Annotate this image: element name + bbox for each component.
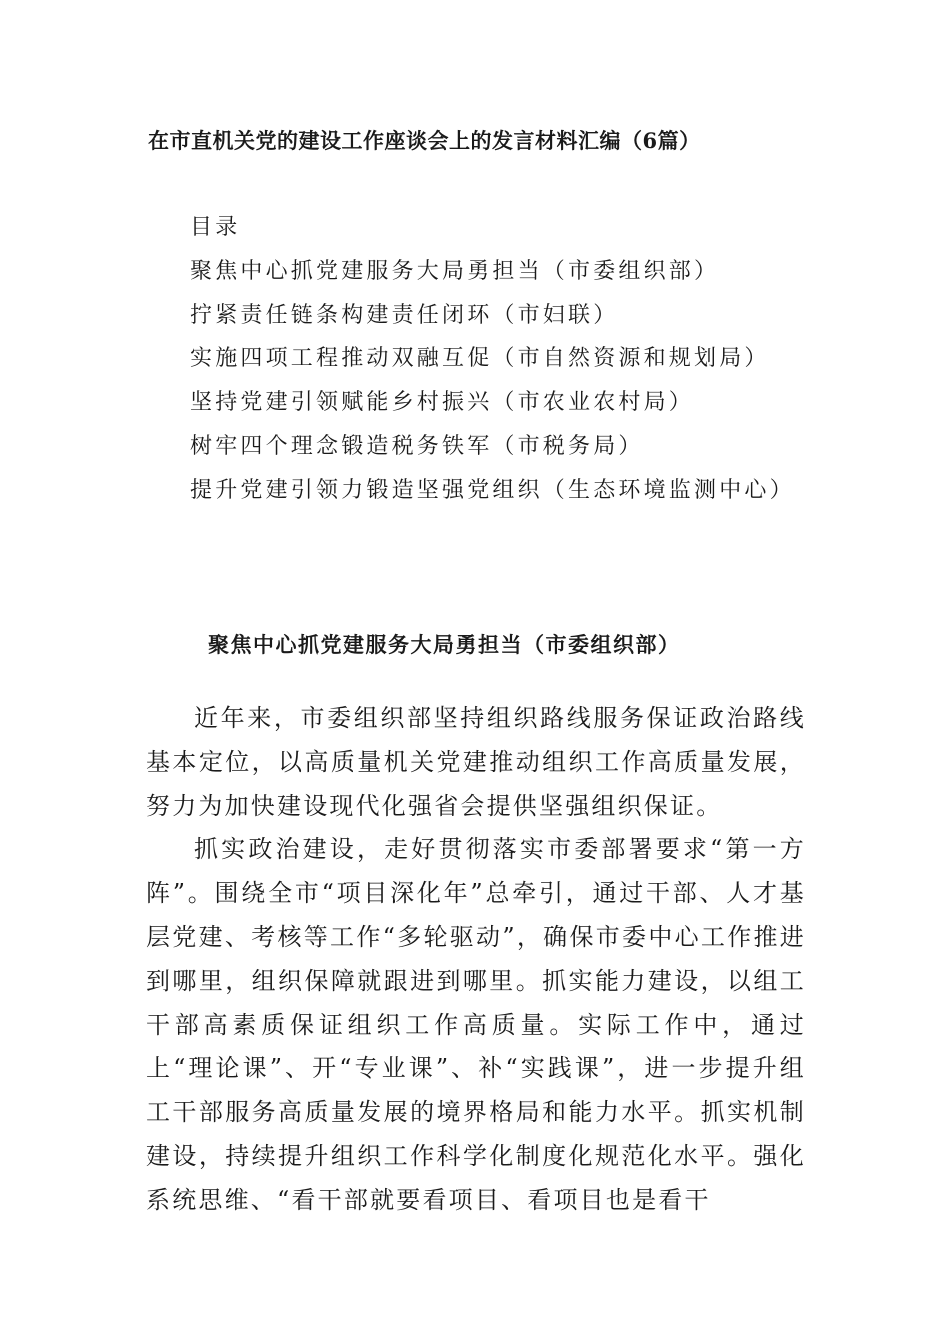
toc-item: 树牢四个理念锻造税务铁军（市税务局）: [190, 433, 644, 459]
table-of-contents: [190, 206, 830, 513]
section-title: 聚焦中心抓党建服务大局勇担当（市委组织部）: [208, 632, 681, 657]
toc-item: 实施四项工程推动双融互促（市自然资源和规划局）: [190, 346, 770, 372]
body-paragraph: 抓实政治建设，走好贯彻落实市委部署要求“第一方阵”。围绕全市“项目深化年”总牵引，通过干部、人才基层党建、考核等工作“多轮驱动”，确保市委中心工作推进到哪里，组织保障就跟进到哪里。抓实能力建设，以组工干部高素质保证组织工作高质量。实际工作中，通过上“理论课”、开“专业课”、补“实践课”，进一步提升组工干部服务高质量发展的境界格局和能力水平。抓实机制建设，持续提升组织工作科学化制度化规范化水平。强化系统思维、“看干部就要看项目、看项目也是看干: [146, 835, 806, 1214]
body-paragraph: 近年来，市委组织部坚持组织路线服务保证政治路线基本定位，以高质量机关党建推动组织工作高质量发展，努力为加快建设现代化强省会提供坚强组织保证。: [146, 704, 806, 820]
toc-heading: 目录: [190, 215, 241, 240]
section-body: [146, 697, 806, 1223]
document-title: 在市直机关党的建设工作座谈会上的发言材料汇编（6篇）: [148, 128, 701, 153]
toc-item: 坚持党建引领赋能乡村振兴（市农业农村局）: [190, 390, 695, 416]
toc-item: 提升党建引领力锻造坚强党组织（生态环境监测中心）: [190, 477, 795, 503]
toc-item: 拧紧责任链条构建责任闭环（市妇联）: [190, 302, 619, 328]
toc-item: 聚焦中心抓党建服务大局勇担当（市委组织部）: [190, 258, 720, 284]
